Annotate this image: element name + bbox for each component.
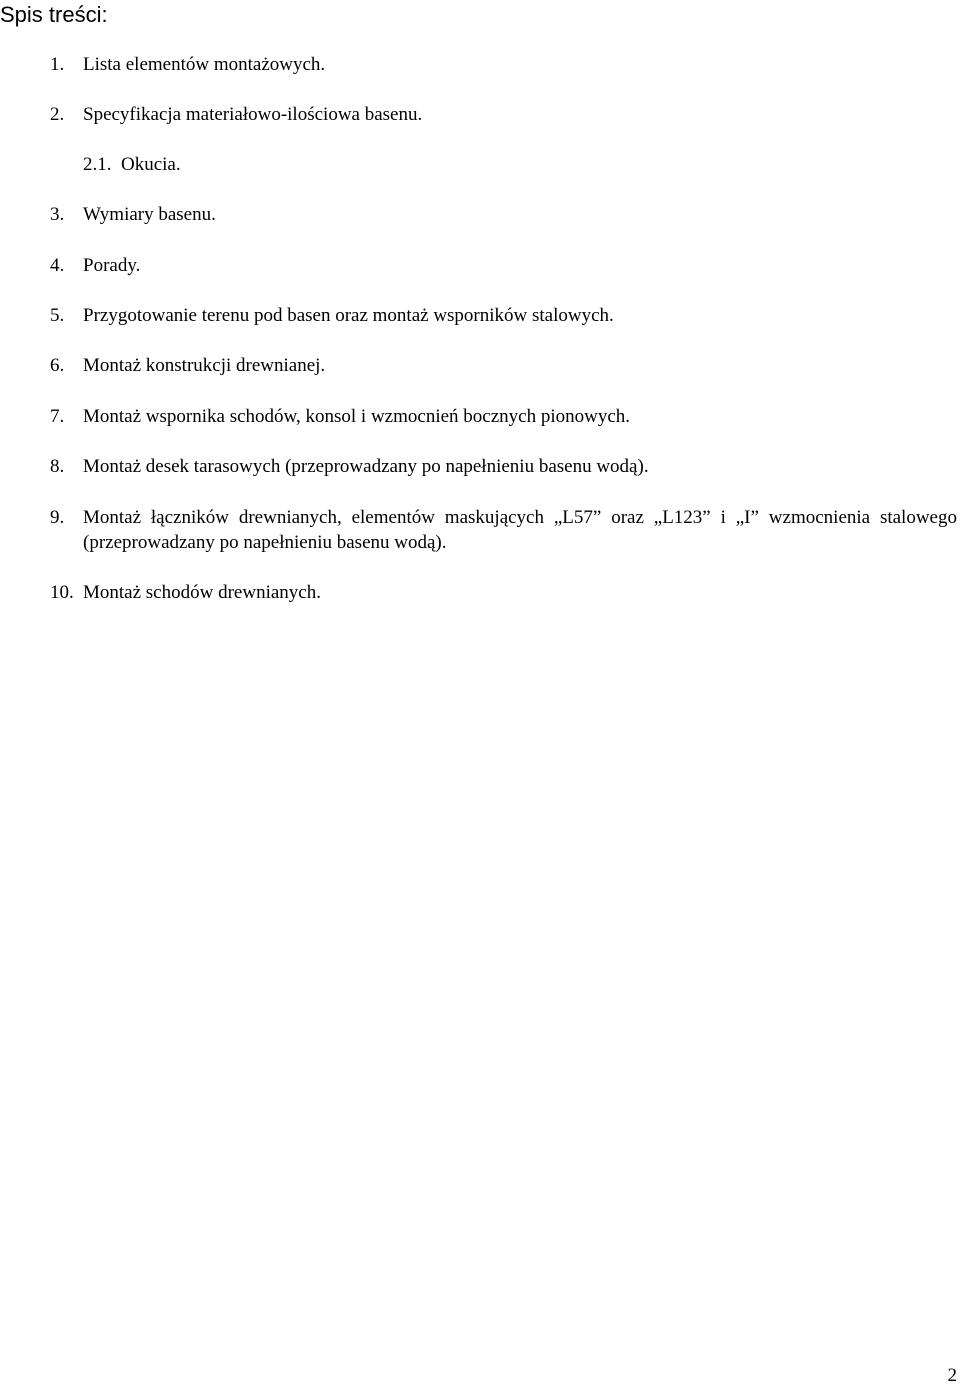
toc-entry-number: 4. [50,255,65,276]
toc-entry-number: 7. [50,406,65,427]
toc-entry-number: 5. [50,305,65,326]
toc-entry-text: Montaż konstrukcji drewnianej. [83,355,326,376]
toc-entry-text: Specyfikacja materiałowo-ilościowa basenu. [83,104,423,125]
toc-entry-text: Montaż desek tarasowych (przeprowadzany po napełnieniu basenu wodą). [83,456,649,477]
toc-entry-text: Montaż łączników drewnianych, elementów maskujących „L57” oraz „L123” i „I” wzmocnienia stalowego (przeprowadzany po napełnieniu basenu wodą). [83,507,957,553]
toc-entry-number: 8. [50,456,65,477]
toc-entry-number: 9. [50,507,65,528]
toc-title: Spis treści: [0,2,108,27]
toc-entry-text: Lista elementów montażowych. [83,54,326,75]
toc-entry-text: Przygotowanie terenu pod basen oraz montaż wsporników stalowych. [83,305,614,326]
toc-entry-number: 2.1. [83,154,112,175]
toc-entry-text: Porady. [83,255,141,276]
toc-entry-text: Wymiary basenu. [83,204,216,225]
toc-entry-text: Montaż schodów drewnianych. [83,582,321,603]
toc-entry-number: 2. [50,104,65,125]
page-number: 2 [947,1365,957,1386]
toc-entry-number: 3. [50,204,65,225]
toc-entry-number: 6. [50,355,65,376]
toc-entry-number: 10. [50,582,74,603]
toc-entry-text: Okucia. [121,154,181,175]
toc-entry-number: 1. [50,54,65,75]
toc-entry-text: Montaż wspornika schodów, konsol i wzmocnień bocznych pionowych. [83,406,631,427]
